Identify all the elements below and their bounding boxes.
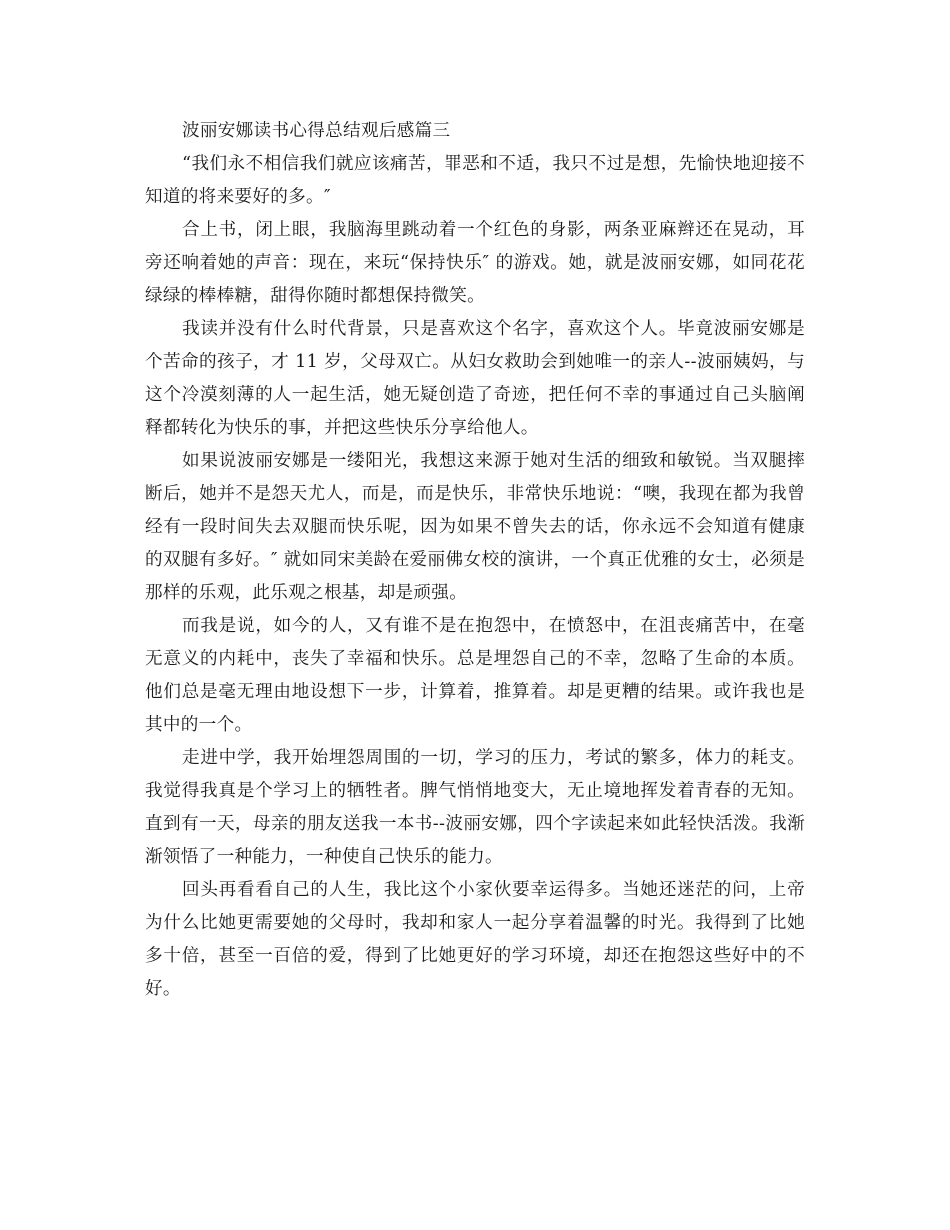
article-body — [145, 115, 805, 1006]
article-title: 波丽安娜读书心得总结观后感篇三 — [182, 121, 451, 141]
paragraph-7: 回头再看看自己的人生，我比这个小家伙要幸运得多。当她还迷茫的问，上帝为什么比她更需要她的父母时，我却和家人一起分享着温馨的时光。我得到了比她多十倍，甚至一百倍的爱，得到了比她更好的学习环境，却还在抱怨这些好中的不好。 — [145, 880, 805, 999]
paragraph-3: 我读并没有什么时代背景，只是喜欢这个名字，喜欢这个人。毕竟波丽安娜是个苦命的孩子，才 11 岁，父母双亡。从妇女救助会到她唯一的亲人--波丽姨妈，与这个冷漠刻薄的人一起生活，她无疑创造了奇迹，把任何不幸的事通过自己头脑阐释都转化为快乐的事，并把这些快乐分享给他人。 — [145, 319, 805, 438]
paragraph-1: “我们永不相信我们就应该痛苦，罪恶和不适，我只不过是想，先愉快地迎接不知道的将来要好的多。″ — [145, 154, 805, 207]
paragraph-6: 走进中学，我开始埋怨周围的一切，学习的压力，考试的繁多，体力的耗支。我觉得我真是个学习上的牺牲者。脾气悄悄地变大，无止境地挥发着青春的无知。直到有一天，母亲的朋友送我一本书--波丽安娜，四个字读起来如此轻快活泼。我渐渐领悟了一种能力，一种使自己快乐的能力。 — [145, 748, 805, 867]
paragraph-4: 如果说波丽安娜是一缕阳光，我想这来源于她对生活的细致和敏锐。当双腿摔断后，她并不是怨天尤人，而是，而是快乐，非常快乐地说：“噢，我现在都为我曾经有一段时间失去双腿而快乐呢，因为如果不曾失去的话，你永远不会知道有健康的双腿有多好。″ 就如同宋美龄在爱丽佛女校的演讲，一个真正优雅的女士，必须是那样的乐观，此乐观之根基，却是顽强。 — [145, 451, 805, 603]
paragraph-2: 合上书，闭上眼，我脑海里跳动着一个红色的身影，两条亚麻辫还在晃动，耳旁还响着她的声音：现在，来玩“保持快乐″ 的游戏。她，就是波丽安娜，如同花花绿绿的棒棒糖，甜得你随时都想保持微笑。 — [145, 220, 805, 306]
paragraph-5: 而我是说，如今的人，又有谁不是在抱怨中，在愤怒中，在沮丧痛苦中，在毫无意义的内耗中，丧失了幸福和快乐。总是埋怨自己的不幸，忽略了生命的本质。他们总是毫无理由地设想下一步，计算着，推算着。却是更糟的结果。或许我也是其中的一个。 — [145, 616, 805, 735]
